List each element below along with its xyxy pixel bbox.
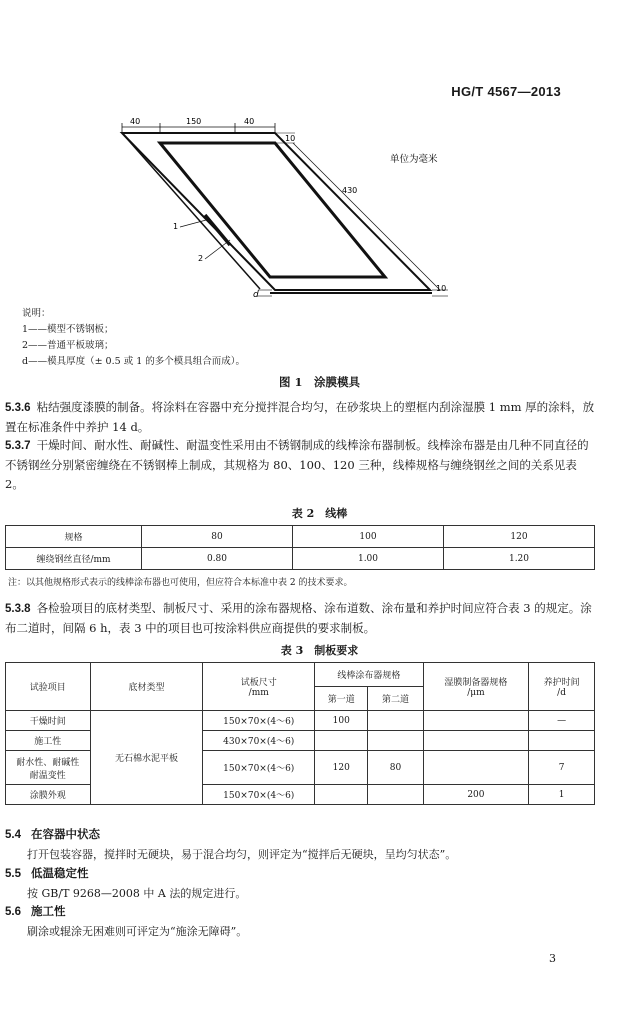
dim-left-margin: 40 (130, 117, 141, 126)
item-line2: 耐温变性 (29, 770, 66, 781)
table-cell (6, 751, 91, 785)
dim-right-margin: 40 (244, 117, 255, 126)
callout-2-leader (205, 240, 230, 259)
table-row (6, 711, 595, 731)
table-cell: 150×70×(4～6) (203, 751, 315, 785)
units-label: 单位为毫米 (390, 154, 438, 165)
mold-outer-frame (122, 133, 430, 290)
table-cell (368, 785, 423, 805)
section-5-6-text: 刷涂或辊涂无困难则可评定为“施涂无障碍”。 (27, 925, 248, 938)
header-size-line1: 试板尺寸 (240, 678, 277, 688)
header-substrate: 底材类型 (90, 663, 203, 711)
note-item: d——模具厚度（± 0.5 或 1 的多个模具组合而成）。 (22, 356, 246, 367)
section-number: 5.5 (5, 868, 21, 880)
table-cell: 施工性 (6, 731, 91, 751)
section-title: 施工性 (31, 904, 66, 918)
header-second-coat: 第二道 (368, 687, 423, 711)
table-cell: 80 (142, 526, 293, 548)
header-cure (529, 663, 595, 711)
table-cell: 1.00 (293, 548, 444, 570)
header-first-coat: 第一道 (315, 687, 368, 711)
table-cell (423, 751, 528, 785)
section-title: 低温稳定性 (31, 866, 89, 880)
table-cell: 430×70×(4～6) (203, 731, 315, 751)
dim-top-thickness: 10 (285, 134, 296, 143)
clause-5-3-8 (5, 599, 595, 638)
length-dimension-line (293, 143, 440, 290)
clause-number: 5.3.6 (5, 402, 31, 414)
table-cell: — (529, 711, 595, 731)
table-row (6, 526, 595, 548)
header-cure-line1: 养护时间 (543, 678, 580, 688)
section-5-5-text: 按 GB/T 9268—2008 中 A 法的规定进行。 (27, 887, 247, 900)
table-cell: 100 (293, 526, 444, 548)
substrate-cell: 无石棉水泥平板 (90, 711, 203, 805)
callout-1-leader (180, 219, 210, 227)
header-wet-line1: 湿膜制备器规格 (444, 678, 508, 688)
clause-number: 5.3.8 (5, 603, 31, 615)
dim-middle: 150 (186, 117, 202, 126)
section-5-6-heading (5, 903, 66, 919)
table-cell: 200 (423, 785, 528, 805)
table-3 (5, 662, 595, 805)
figure-caption: 图 1 涂膜模具 (278, 375, 360, 389)
table-header-row (6, 663, 595, 687)
section-number: 5.6 (5, 906, 21, 918)
header-size (203, 663, 315, 711)
table-cell (423, 711, 528, 731)
item-line1: 耐水性、耐碱性 (16, 757, 80, 768)
dim-bottom-thickness: 10 (436, 284, 447, 293)
header-size-line2: /mm (248, 688, 269, 698)
figure-notes (22, 306, 245, 370)
table-cell: 缠绕钢丝直径/mm (6, 548, 142, 570)
note-item: 2——普通平板玻璃； (22, 340, 114, 351)
table-2 (5, 525, 595, 570)
clause-text: 各检验项目的底材类型、制板尺寸、采用的涂布器规格、涂布道数、涂布量和养护时间应符合表 3 的规定。涂布二道时，间隔 6 h，表 3 中的项目也可按涂料供应商提供的要求制板。 (5, 601, 592, 635)
table-cell (368, 711, 423, 731)
notes-title: 说明： (22, 308, 51, 319)
coating-mold-figure (110, 115, 480, 300)
table-cell: 干燥时间 (6, 711, 91, 731)
clause-5-3-7 (5, 436, 595, 494)
table-2-caption: 表 2 线棒 (291, 507, 348, 520)
header-wet-line2: /μm (467, 688, 485, 698)
section-5-4-text: 打开包装容器，搅拌时无硬块，易于混合均匀，则评定为“搅拌后无硬块，呈均匀状态”。 (27, 848, 457, 861)
clause-5-3-6 (5, 398, 595, 437)
callout-1: 1 (173, 222, 179, 231)
header-item: 试验项目 (6, 663, 91, 711)
note-item: 1——模型不锈钢板； (22, 324, 114, 335)
table-cell: 80 (368, 751, 423, 785)
table-cell: 150×70×(4～6) (203, 785, 315, 805)
table-cell: 规格 (6, 526, 142, 548)
table-cell: 100 (315, 711, 368, 731)
table-cell (368, 731, 423, 751)
table-cell (315, 731, 368, 751)
table-row (6, 548, 595, 570)
table-cell (423, 731, 528, 751)
table-cell: 涂膜外观 (6, 785, 91, 805)
clause-text: 干燥时间、耐水性、耐碱性、耐温变性采用由不锈钢制成的线棒涂布器制板。线棒涂布器是由几种不同直径的不锈钢丝分别紧密缠绕在不锈钢棒上制成，其规格为 80、100、120 三种，线棒规格与缠绕钢丝之间的关系见表 2。 (5, 438, 589, 491)
table-3-caption: 表 3 制板要求 (280, 644, 359, 657)
header-wet-film (423, 663, 528, 711)
callout-2: 2 (198, 254, 204, 263)
section-title: 在容器中状态 (31, 827, 100, 841)
dim-length: 430 (342, 186, 358, 195)
clause-text: 粘结强度漆膜的制备。将涂料在容器中充分搅拌混合均匀，在砂浆块上的塑框内刮涂湿膜 1 mm 厚的涂料，放置在标准条件中养护 14 d。 (5, 400, 595, 434)
table-cell: 150×70×(4～6) (203, 711, 315, 731)
table-cell: 7 (529, 751, 595, 785)
table-cell: 120 (444, 526, 595, 548)
section-5-4-heading (5, 826, 100, 842)
section-number: 5.4 (5, 829, 21, 841)
table-cell (315, 785, 368, 805)
table-cell: 1.20 (444, 548, 595, 570)
table-cell: 120 (315, 751, 368, 785)
clause-number: 5.3.7 (5, 440, 31, 452)
standard-code: HG/T 4567—2013 (451, 84, 561, 99)
table-cell: 1 (529, 785, 595, 805)
table-cell (529, 731, 595, 751)
header-applicator: 线棒涂布器规格 (315, 663, 424, 687)
table-cell: 0.80 (142, 548, 293, 570)
dim-d: d (253, 290, 259, 300)
table-2-note: 注：以其他规格形式表示的线棒涂布器也可使用，但应符合本标准中表 2 的技术要求。 (8, 578, 353, 588)
section-5-5-heading (5, 865, 89, 881)
page-number: 3 (549, 952, 556, 965)
frame-hatch-left (122, 133, 260, 289)
header-cure-line2: /d (557, 688, 566, 698)
